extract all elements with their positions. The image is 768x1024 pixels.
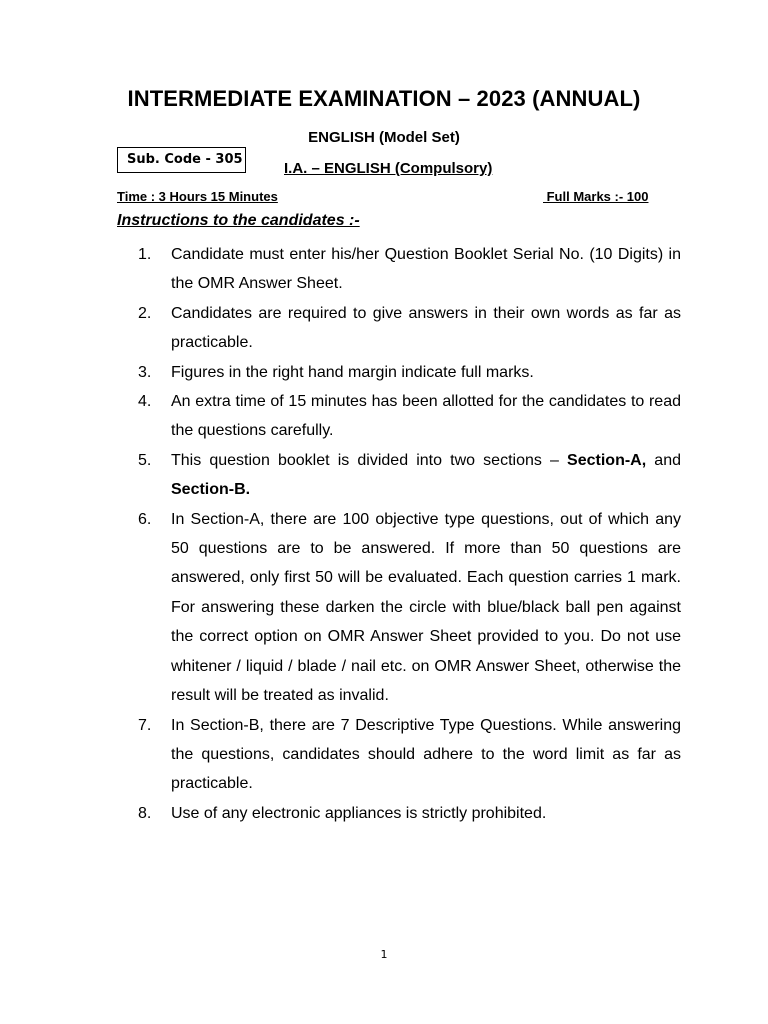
- instruction-item: [138, 505, 681, 711]
- instruction-item: [138, 387, 681, 446]
- instruction-number: 3.: [138, 363, 152, 381]
- instruction-text-part: This question booklet is divided into two sections –: [171, 451, 568, 469]
- instruction-text: In Section-B, there are 7 Descriptive Type Questions. While answering the questions, candidates should adhere to the word limit as far as practicable.: [171, 716, 681, 793]
- instruction-number: 1.: [138, 246, 152, 263]
- instruction-item: [138, 711, 681, 799]
- instruction-text: Figures in the right hand margin indicate full marks.: [171, 363, 534, 381]
- instruction-item: [138, 446, 681, 505]
- instruction-item: [138, 299, 681, 358]
- instructions-list: [138, 240, 681, 828]
- instruction-text: Use of any electronic appliances is strictly prohibited.: [171, 804, 547, 822]
- section-b-label: Section-B.: [171, 481, 251, 499]
- instruction-item: [138, 799, 681, 828]
- instruction-item: [138, 358, 681, 387]
- instruction-number: 6.: [138, 510, 152, 528]
- instruction-number: 2.: [138, 304, 152, 322]
- page-number: 1: [380, 948, 388, 961]
- sub-code-box: Sub. Code - 305: [117, 147, 246, 173]
- instruction-text: [171, 446, 681, 505]
- instruction-text: In Section-A, there are 100 objective type questions, out of which any 50 questions are to be answered. If more than 50 questions are answered, only first 50 will be evaluated. Each question carries 1 mark. For answering these darken the circle with blue/black ball pen against the correct option on OMR Answer Sheet provided to you. Do not use whitener / liquid / blade / nail etc. on OMR Answer Sheet, otherwise the result will be treated as invalid.: [171, 510, 681, 705]
- instruction-text-part: and: [646, 451, 681, 469]
- instruction-number: 7.: [138, 716, 152, 734]
- full-marks: Full Marks :- 100: [543, 189, 649, 204]
- instruction-text: Candidate must enter his/her Question Booklet Serial No. (10 Digits) in the OMR Answer Sheet.: [171, 246, 681, 293]
- instruction-item: [138, 240, 681, 299]
- instruction-number: 5.: [138, 451, 152, 469]
- instruction-number: 8.: [138, 804, 152, 822]
- instruction-number: 4.: [138, 393, 152, 411]
- time-duration: Time : 3 Hours 15 Minutes: [117, 189, 278, 204]
- subject-title: ENGLISH (Model Set): [308, 129, 460, 146]
- instruction-text: Candidates are required to give answers in their own words as far as practicable.: [171, 304, 681, 352]
- exam-title: INTERMEDIATE EXAMINATION – 2023 (ANNUAL): [127, 86, 641, 111]
- paper-name: I.A. – ENGLISH (Compulsory): [284, 160, 493, 177]
- instructions-heading: Instructions to the candidates :-: [117, 212, 360, 229]
- section-a-label: Section-A,: [567, 451, 647, 469]
- instruction-text: An extra time of 15 minutes has been allotted for the candidates to read the questions carefully.: [171, 393, 681, 440]
